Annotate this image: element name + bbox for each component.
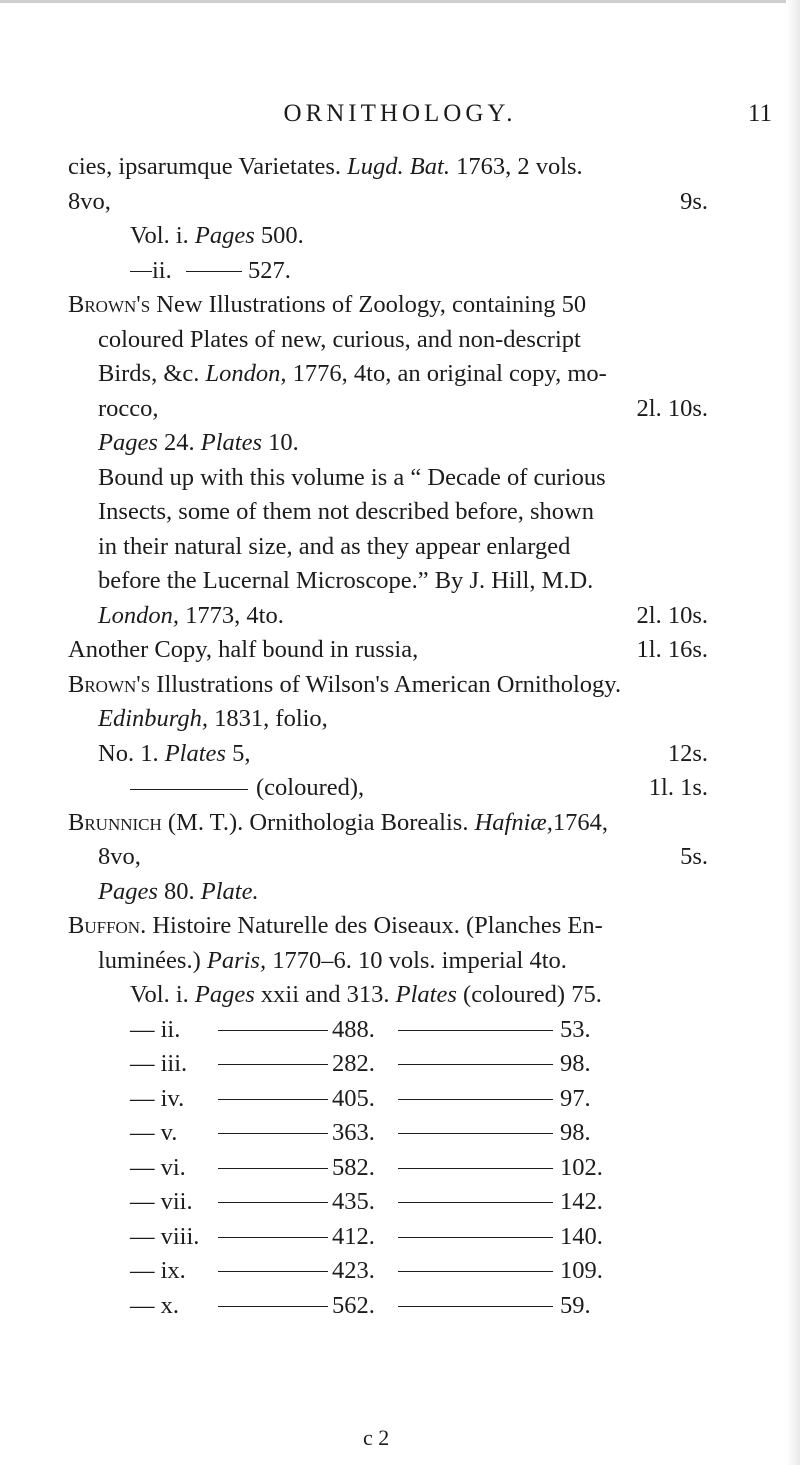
plate-count: 102. [560,1153,603,1181]
ditto-rule [398,1237,553,1238]
author-name: Brown's [68,291,151,318]
text-line: 8vo, 9s. [68,185,708,220]
ditto-rule [130,271,152,272]
volume-row [68,1013,708,1048]
author-name: Brunnich [68,808,162,836]
volume-number: — viii. [130,1222,200,1250]
text-line: Insects, some of them not described before, shown [98,498,594,525]
volume-row [68,1116,708,1151]
ditto-rule [398,1202,553,1203]
ditto-rule [398,1064,553,1065]
text-line: London, 1773, 4to. 2l. 10s. [68,599,708,634]
text-line: in their natural size, and as they appear enlarged [98,532,571,560]
text-line: luminées.) Paris, 1770–6. 10 vols. imperial 4to. [98,946,567,974]
ditto-rule [218,1202,328,1203]
volume-row [68,1220,708,1255]
volume-number: — vi. [130,1153,186,1181]
volume-number: — x. [130,1291,179,1319]
price: 2l. 10s. [636,394,708,422]
text-line: 8vo, 5s. [68,840,708,875]
ditto-rule [218,1237,328,1238]
volume-number: — v. [130,1119,178,1146]
text-line: Pages 24. Plates 10. [98,429,299,456]
top-edge-line [0,0,800,3]
page-count: 488. [332,1015,375,1043]
text-line: Brunnich (M. T.). Ornithologia Borealis. Hafniæ,1764, [68,808,608,836]
plate-count: 98. [560,1050,591,1077]
author-name: Brown's [68,670,151,698]
price: 1l. 16s. [636,636,708,663]
ditto-rule [398,1099,553,1100]
text-line: Birds, &c. London, 1776, 4to, an original copy, mo- [98,360,607,387]
page-edge-shadow [786,0,800,1465]
text-line: coloured Plates of new, curious, and non-descript [98,325,581,353]
volume-number: — iv. [130,1084,185,1112]
text-line: Bound up with this volume is a “ Decade of curious [98,463,606,491]
plate-count: 140. [560,1222,603,1250]
price: 5s. [680,843,708,870]
plate-count: 142. [560,1188,603,1215]
page-count: 412. [332,1222,375,1250]
text-line: Vol. i. Pages 500. [130,222,304,249]
text-line: Edinburgh, 1831, folio, [98,705,328,732]
ditto-rule [186,271,242,272]
text-line: Pages 80. Plate. [98,877,259,905]
volume-row [68,1289,708,1324]
page-count: 582. [332,1153,375,1181]
text-line: Another Copy, half bound in russia, 1l. 16s. [68,633,708,668]
text-line: ii. 527. [68,254,708,289]
ditto-rule [398,1168,553,1169]
running-head: ORNITHOLOGY. [283,100,517,127]
volume-row [68,1047,708,1082]
ditto-rule [218,1064,328,1065]
ditto-rule [218,1306,328,1307]
ditto-rule [398,1271,553,1272]
volume-number: — ii. [130,1015,181,1043]
ditto-rule [218,1133,328,1134]
text-line: No. 1. Plates 5, 12s. [68,737,708,772]
author-name: Buffon. [68,912,147,939]
page-count: 405. [332,1084,375,1112]
ditto-rule [218,1168,328,1169]
text-line: Brown's New Illustrations of Zoology, containing 50 [68,291,587,318]
volume-row [68,1082,708,1117]
volume-number: — iii. [130,1050,188,1077]
ditto-rule [130,789,248,790]
plate-count: 98. [560,1119,591,1146]
text-line: rocco, 2l. 10s. [68,392,708,427]
text-line: cies, ipsarumque Varietates. Lugd. Bat. 1763, 2 vols. [68,153,583,180]
ditto-rule [218,1099,328,1100]
ditto-rule [218,1030,328,1031]
price: 1l. 1s. [648,774,708,801]
page-count: 363. [332,1119,375,1146]
ditto-rule [398,1306,553,1307]
plate-count: 59. [560,1291,591,1319]
ditto-rule [398,1030,553,1031]
volume-row [68,1254,708,1289]
volume-table [68,1013,708,1324]
page-count: 435. [332,1188,375,1215]
volume-number: — ix. [130,1257,186,1284]
plate-count: 97. [560,1084,591,1112]
signature-mark: c 2 [363,1425,390,1450]
plate-count: 109. [560,1257,603,1284]
text-line: (coloured), 1l. 1s. [68,771,708,806]
text-line: Buffon. Histoire Naturelle des Oiseaux. (Planches En- [68,912,603,939]
text-line: Brown's Illustrations of Wilson's American Ornithology. [68,670,622,698]
text-line: before the Lucernal Microscope.” By J. Hill, M.D. [98,567,594,594]
ditto-rule [398,1133,553,1134]
ditto-rule [218,1271,328,1272]
plate-count: 53. [560,1015,591,1043]
page-count: 562. [332,1291,375,1319]
price: 12s. [667,739,708,767]
price: 2l. 10s. [636,601,708,629]
page-number: 11 [747,100,772,127]
page-count: 282. [332,1050,375,1077]
volume-header-line: Vol. i. Pages xxii and 313. Plates (coloured) 75. [130,981,602,1008]
page-count: 423. [332,1257,375,1284]
volume-row [68,1185,708,1220]
volume-number: — vii. [130,1188,193,1215]
catalogue-text [68,150,708,1323]
volume-row [68,1151,708,1186]
price: 9s. [680,187,708,215]
